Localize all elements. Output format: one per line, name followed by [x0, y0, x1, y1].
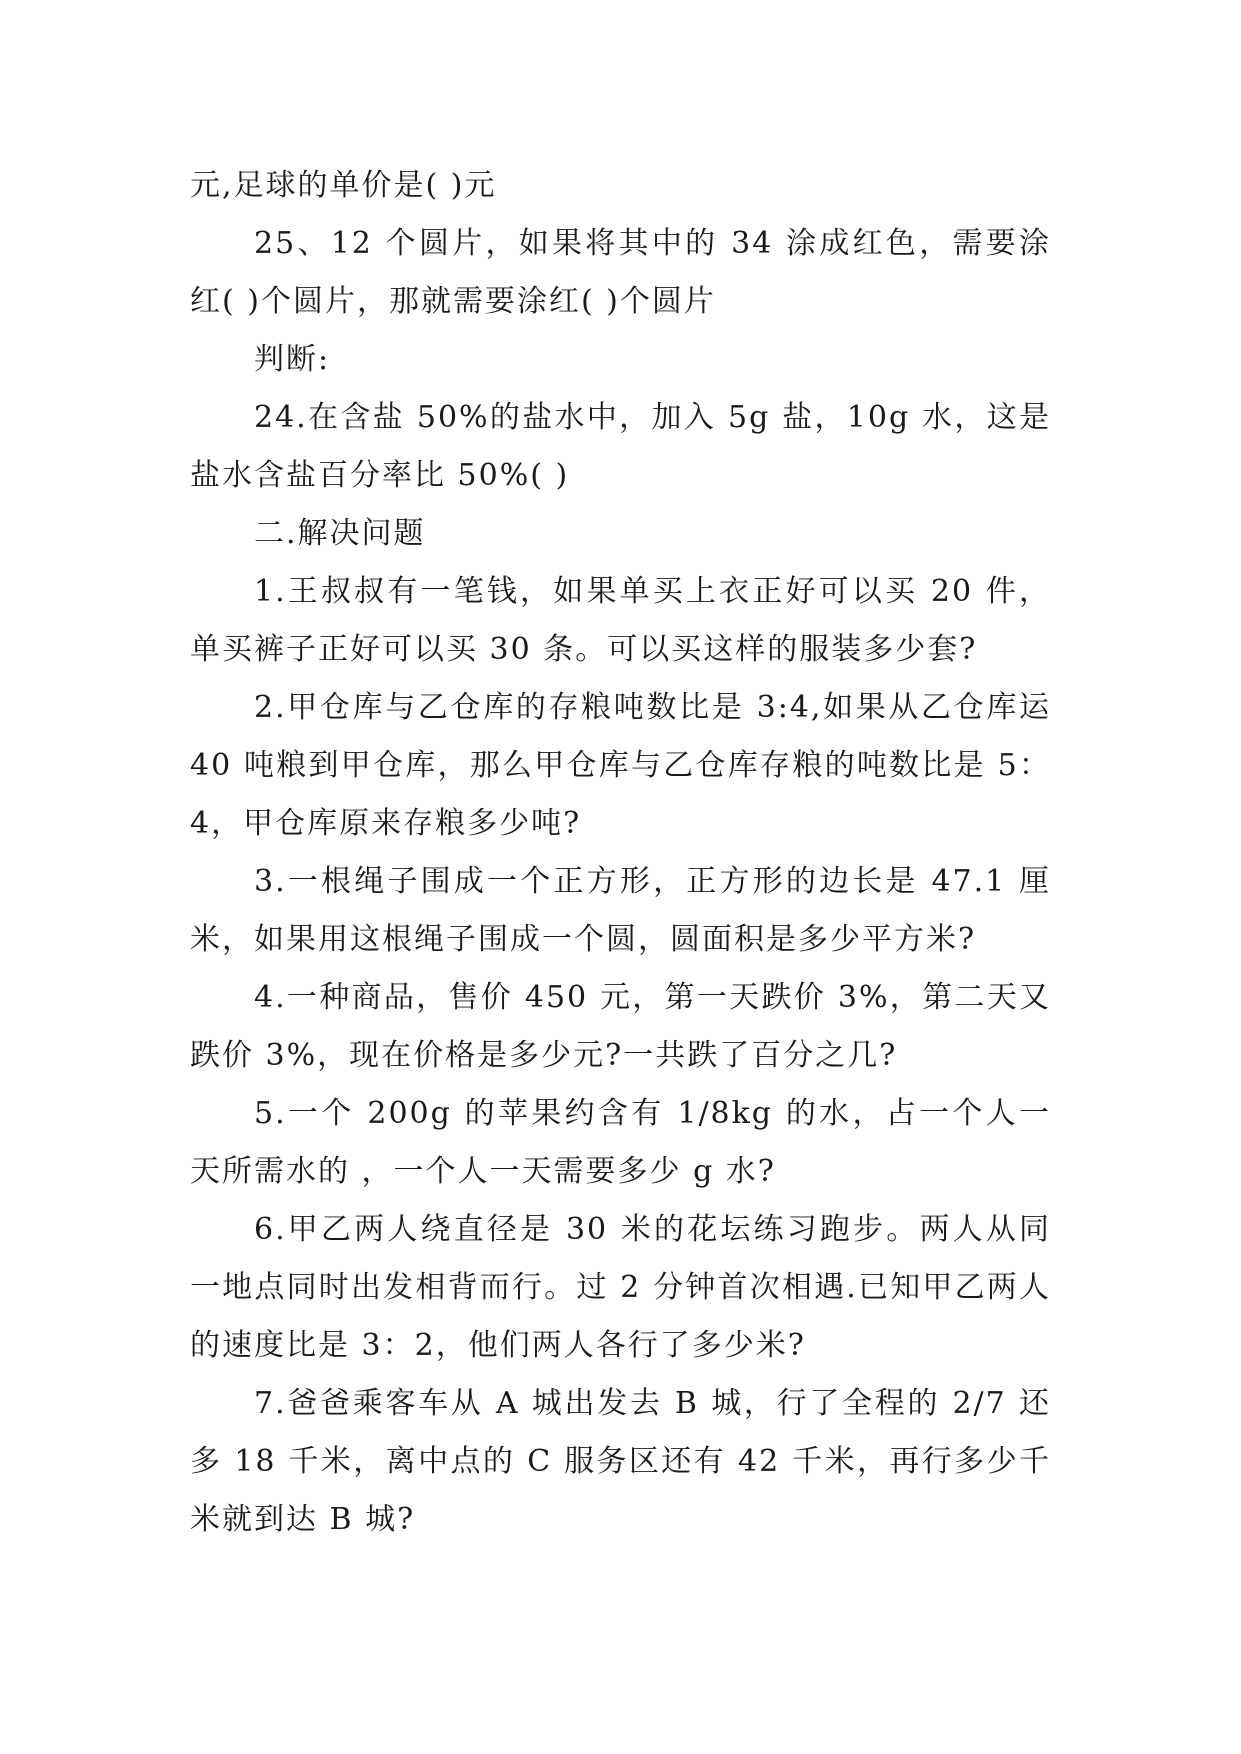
paragraph-2: 25、12 个圆片，如果将其中的 34 涂成红色，需要涂红( )个圆片，那就需要涂红( )个圆片: [190, 226, 1051, 319]
problem-7: 7.爸爸乘客车从 A 城出发去 B 城，行了全程的 2/7 还多 18 千米，离中点的 C 服务区还有 42 千米，再行多少千米就到达 B 城?: [190, 1386, 1051, 1537]
problem-4: 4.一种商品，售价 450 元，第一天跌价 3%，第二天又跌价 3%，现在价格是多少元?一共跌了百分之几?: [190, 980, 1051, 1073]
paragraph-4: 24.在含盐 50%的盐水中，加入 5g 盐，10g 水，这是盐水含盐百分率比 50%( ): [190, 400, 1051, 493]
paragraph-1: 元,足球的单价是( )元: [190, 168, 497, 203]
section-heading: 二.解决问题: [254, 516, 426, 551]
problem-5: 5.一个 200g 的苹果约含有 1/8kg 的水，占一个人一天所需水的 ，一个人一天需要多少 g 水?: [190, 1096, 1051, 1189]
problem-2: 2.甲仓库与乙仓库的存粮吨数比是 3:4,如果从乙仓库运 40 吨粮到甲仓库，那么甲仓库与乙仓库存粮的吨数比是 5：4，甲仓库原来存粮多少吨?: [190, 690, 1051, 841]
paragraph-3: 判断:: [254, 342, 331, 377]
problem-6: 6.甲乙两人绕直径是 30 米的花坛练习跑步。两人从同一地点同时出发相背而行。过 2 分钟首次相遇.已知甲乙两人的速度比是 3：2，他们两人各行了多少米?: [190, 1212, 1051, 1363]
document-body: [190, 157, 1051, 1549]
problem-3: 3.一根绳子围成一个正方形，正方形的边长是 47.1 厘米，如果用这根绳子围成一个圆，圆面积是多少平方米?: [190, 864, 1051, 957]
problem-1: 1.王叔叔有一笔钱，如果单买上衣正好可以买 20 件，单买裤子正好可以买 30 条。可以买这样的服装多少套?: [190, 574, 1051, 667]
